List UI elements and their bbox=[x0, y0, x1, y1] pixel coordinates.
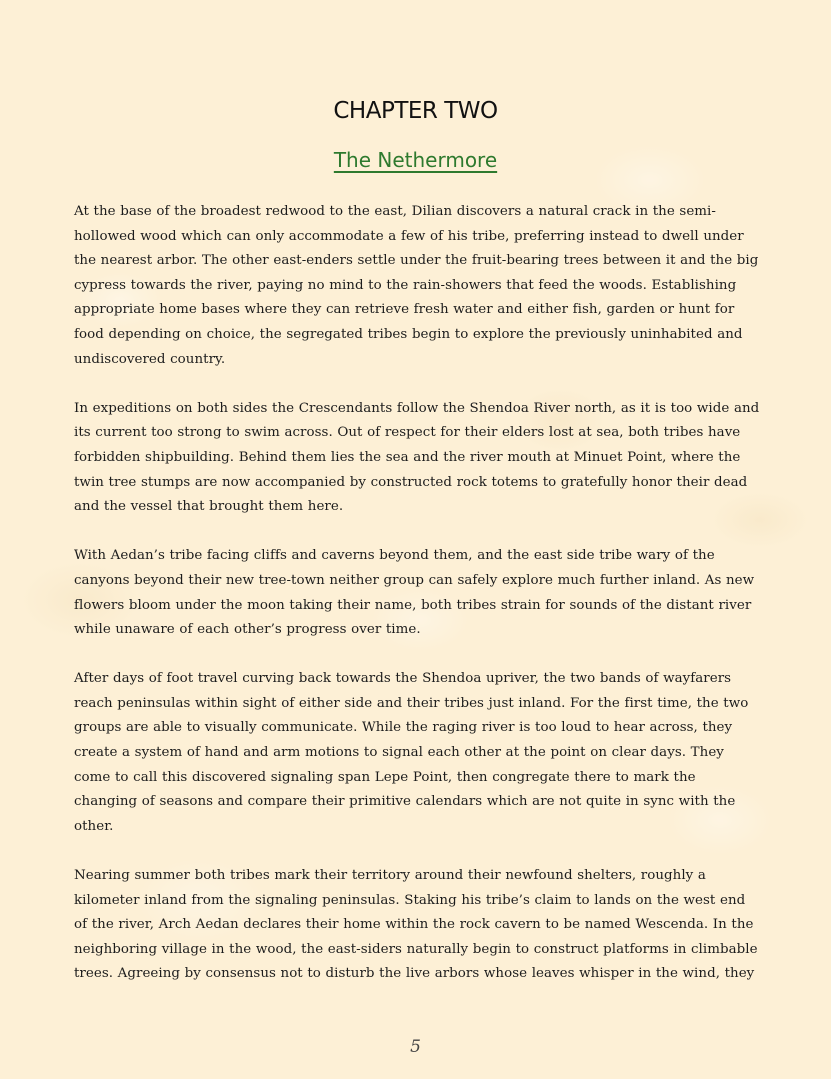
paragraph: After days of foot travel curving back towards the Shendoa upriver, the two bands of wayfarers reach peninsulas within sight of either side and their tribes just inland. For the first time, the two groups are able to visually communicate. While the raging river is too loud to hear across, they create a system of hand and arm motions to signal each other at the point on clear days. They come to call this discovered signaling span Lepe Point, then congregate there to mark the changing of seasons and compare their primitive calendars which are not quite in sync with the other. bbox=[74, 671, 749, 834]
chapter-title: CHAPTER TWO bbox=[333, 98, 498, 124]
paragraph: With Aedan’s tribe facing cliffs and caverns beyond them, and the east side tribe wary of the canyons beyond their new tree-town neither group can safely explore much further inland. As new flowers bloom under the moon taking their name, both tribes strain for sounds of the distant river while unaware of each other’s progress over time. bbox=[74, 548, 755, 638]
chapter-body bbox=[74, 200, 762, 1012]
page-number: 5 bbox=[410, 1037, 421, 1057]
paragraph: In expeditions on both sides the Crescendants follow the Shendoa River north, as it is too wide and its current too strong to swim across. Out of respect for their elders lost at sea, both tribes have forbidden shipbuilding. Behind them lies the sea and the river mouth at Minuet Point, where the twin tree stumps are now accompanied by constructed rock totems to gratefully honor their dead and the vessel that brought them here. bbox=[74, 400, 760, 515]
paragraph: At the base of the broadest redwood to the east, Dilian discovers a natural crack in the semi-hollowed wood which can only accommodate a few of his tribe, preferring instead to dwell under the nearest arbor. The other east-enders settle under the fruit-bearing trees between it and the big cypress towards the river, paying no mind to the rain-showers that feed the woods. Establishing appropriate home bases where they can retrieve fresh water and either fish, garden or hunt for food depending on choice, the segregated tribes begin to explore the previously uninhabited and undiscovered country. bbox=[74, 204, 759, 367]
chapter-subtitle: The Nethermore bbox=[333, 148, 498, 172]
paragraph: Nearing summer both tribes mark their territory around their newfound shelters, roughly a kilometer inland from the signaling peninsulas. Staking his tribe’s claim to lands on the west end of the river, Arch Aedan declares their home within the rock cavern to be named Wescenda. In the neighboring village in the wood, the east-siders naturally begin to construct platforms in climbable trees. Agreeing by consensus not to disturb the live arbors whose leaves whisper in the wind, they bbox=[74, 868, 758, 982]
